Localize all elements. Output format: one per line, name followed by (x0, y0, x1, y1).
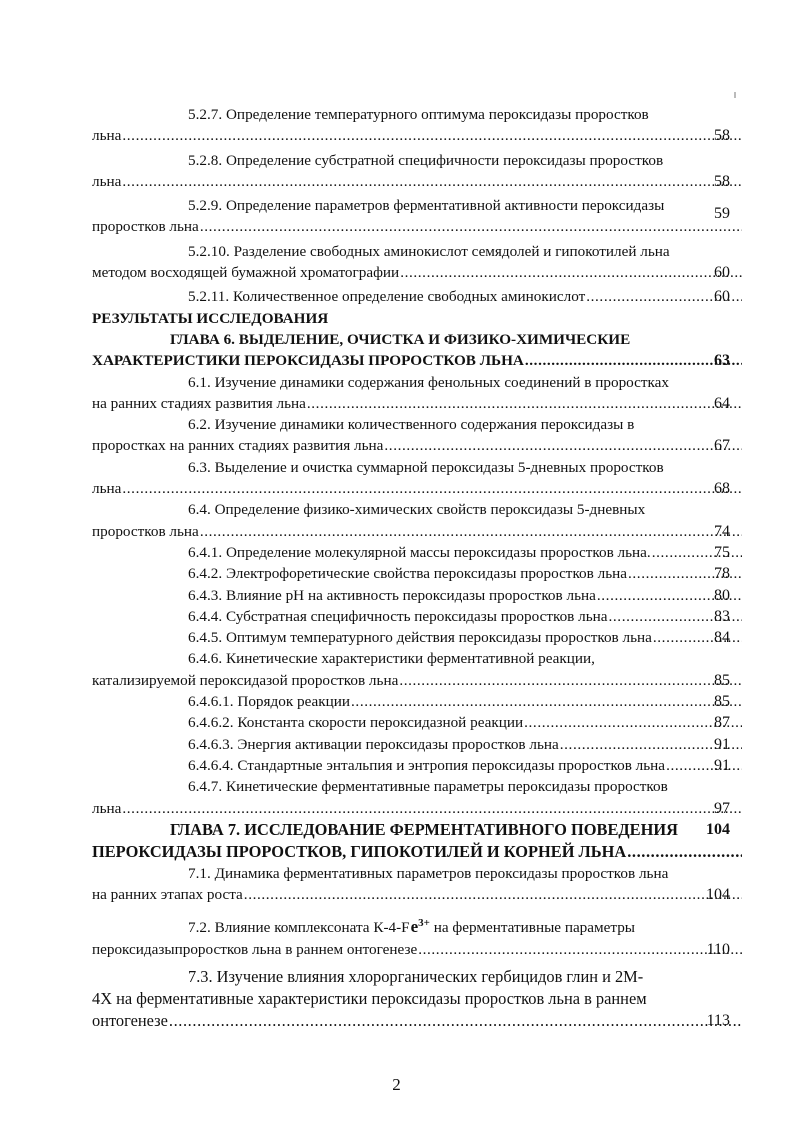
toc-entry-text: 5.2.9. Определение параметров ферментативной активности пероксидазы (188, 197, 665, 215)
toc-entry-7-2 (92, 913, 742, 960)
toc-entry-text: 6.2. Изучение динамики количественного содержания пероксидазы в (188, 416, 635, 434)
section-heading-results: РЕЗУЛЬТАТЫ ИССЛЕДОВАНИЯ (92, 309, 329, 327)
toc-entry (92, 712, 742, 733)
toc-page-number: 91 (714, 756, 730, 774)
toc-page-number: 110 (706, 940, 730, 958)
toc-entry-text: 6.4.4. Субстратная специфичность пероксидазы проростков льна (188, 607, 608, 625)
fe-symbol: e (410, 917, 419, 937)
toc-entry-text: на ферментативные параметры (429, 919, 635, 937)
toc-entry-text: 6.4.3. Влияние pH на активность пероксидазы проростков льна (188, 586, 596, 604)
toc-entry-text: льна (92, 480, 122, 498)
toc-entry-text: 6.4.6. Кинетические характеристики ферментативной реакции, (188, 650, 595, 668)
toc-entry-text: ГЛАВА 6. ВЫДЕЛЕНИЕ, ОЧИСТКА И ФИЗИКО-ХИМИЧЕСКИЕ (170, 330, 631, 348)
toc-entry (92, 286, 742, 307)
toc-entry-text: 6.4.1. Определение молекулярной массы пероксидазы проростков льна. (188, 543, 651, 561)
toc-entry (92, 734, 742, 755)
toc-entry-text: 6.3. Выделение и очистка суммарной пероксидазы 5-дневных проростков (188, 458, 664, 476)
toc-entry-text: 6.4.6.4. Стандартные энтальпия и энтропия пероксидазы проростков льна (188, 756, 666, 774)
toc-entry (92, 627, 742, 648)
toc-page-number: 91 (714, 735, 730, 753)
toc-entry-text: на ранних стадиях развития льна (92, 394, 306, 412)
toc-page-number: 68 (714, 480, 730, 498)
chapter-6-heading (92, 329, 742, 372)
toc-entry-text: 5.2.8. Определение субстратной специфичности пероксидазы проростков (188, 151, 664, 169)
toc-entry (92, 755, 742, 776)
toc-entry-text: 5.2.10. Разделение свободных аминокислот семядолей и гипокотилей льна (188, 242, 670, 260)
toc-page-number: 85 (714, 671, 730, 689)
toc-entry-text: 5.2.11. Количественное определение свободных аминокислот (188, 288, 586, 306)
toc-entry-7-1 (92, 863, 742, 906)
chapter-7-heading (92, 819, 742, 863)
toc-entry (92, 372, 742, 415)
toc-page-number: 75 (714, 543, 730, 561)
toc-entry-text: 6.4.5. Оптимум температурного действия пероксидазы проростков льна (188, 629, 652, 647)
toc-entry (92, 457, 742, 500)
toc-page-number: 60 (714, 264, 730, 282)
toc-entry-text: ХАРАКТЕРИСТИКИ ПЕРОКСИДАЗЫ ПРОРОСТКОВ ЛЬНА (92, 352, 524, 370)
page-number: 2 (392, 1075, 401, 1094)
toc-entry-text: онтогенезе (92, 1010, 168, 1030)
toc-entry (92, 691, 742, 712)
toc-page-number: 64 (714, 394, 730, 412)
toc-entry-text: 4Х на ферментативные характеристики пероксидазы проростков льна в раннем (92, 988, 647, 1008)
toc-entry-text: 6.4.7. Кинетические ферментативные параметры пероксидазы проростков (188, 778, 668, 796)
toc-page-number: 85 (714, 693, 730, 711)
toc-entry-text: 7.1. Динамика ферментативных параметров пероксидазы проростков льна (188, 864, 669, 882)
toc-entry-text: 6.4.6.3. Энергия активации пероксидазы проростков льна (188, 735, 559, 753)
table-of-contents (92, 104, 742, 1032)
toc-entry-text: пероксидазыпроростков льна в раннем онтогенезе (92, 940, 418, 958)
toc-entry (92, 542, 742, 563)
toc-entry-text: 6.4. Определение физико-химических свойств пероксидазы 5-дневных (188, 501, 646, 519)
toc-page-number: 67 (714, 437, 730, 455)
toc-entry-text: 6.1. Изучение динамики содержания фенольных соединений в проростках (188, 373, 669, 391)
toc-page-number: 63 (714, 352, 730, 370)
toc-entry (92, 241, 742, 284)
toc-page-number: 97 (714, 799, 730, 817)
toc-entry (92, 776, 742, 819)
toc-entry-text: льна (92, 172, 122, 190)
toc-page-number: 84 (714, 629, 730, 647)
toc-entry (92, 648, 742, 691)
toc-entry-text: льна (92, 799, 122, 817)
toc-entry-text: 5.2.7. Определение температурного оптимума пероксидазы проростков (188, 106, 649, 123)
toc-page-number: 59 (714, 205, 730, 223)
toc-entry-text: катализируемой пероксидазой проростков льна (92, 671, 399, 689)
toc-entry (92, 150, 742, 193)
toc-entry-text: 6.4.2. Электрофоретические свойства пероксидазы проростков льна (188, 565, 627, 583)
toc-entry-text: 7.3. Изучение влияния хлорорганических гербицидов глин и 2М- (188, 966, 644, 986)
toc-entry (92, 563, 742, 584)
scan-mark (734, 92, 736, 98)
toc-page-number: 113 (706, 1011, 730, 1029)
toc-page-number: 80 (714, 586, 730, 604)
toc-page-number: 60 (714, 288, 730, 306)
toc-entry-text: проростков льна (92, 522, 199, 540)
toc-page-number: 87 (714, 714, 730, 732)
toc-page-number: 83 (714, 607, 730, 625)
toc-page-number: 104 (706, 820, 730, 838)
toc-entry (92, 414, 742, 457)
toc-entry (92, 585, 742, 606)
toc-entry-text: ГЛАВА 7. ИССЛЕДОВАНИЕ ФЕРМЕНТАТИВНОГО ПОВЕДЕНИЯ (170, 819, 678, 839)
toc-entry (92, 195, 742, 238)
toc-page-number: 58 (714, 127, 730, 145)
toc-entry-text: льна (92, 127, 122, 145)
toc-page-number: 104 (706, 886, 730, 904)
toc-entry-text: 7.2. Влияние комплексоната К-4-F (188, 919, 410, 937)
toc-page-number: 78 (714, 565, 730, 583)
toc-entry-text: методом восходящей бумажной хроматографии (92, 264, 400, 282)
toc-page-number: 58 (714, 172, 730, 190)
toc-page-number: 74 (714, 522, 730, 540)
toc-entry-text: проростках на ранних стадиях развития льна (92, 437, 384, 455)
toc-entry-text: 6.4.6.1. Порядок реакции (188, 693, 351, 711)
toc-entry-text: проростков льна (92, 218, 199, 236)
charge-superscript: 3+ (418, 917, 430, 930)
toc-entry (92, 104, 742, 147)
toc-entry (92, 606, 742, 627)
toc-entry-text: 6.4.6.2. Константа скорости пероксидазной реакции (188, 714, 524, 732)
toc-entry-text: ПЕРОКСИДАЗЫ ПРОРОСТКОВ, ГИПОКОТИЛЕЙ И КОРНЕЙ ЛЬНА (92, 841, 627, 861)
toc-entry-7-3 (92, 966, 742, 1032)
toc-entry (92, 499, 742, 542)
toc-entry-text: на ранних этапах роста (92, 886, 243, 904)
